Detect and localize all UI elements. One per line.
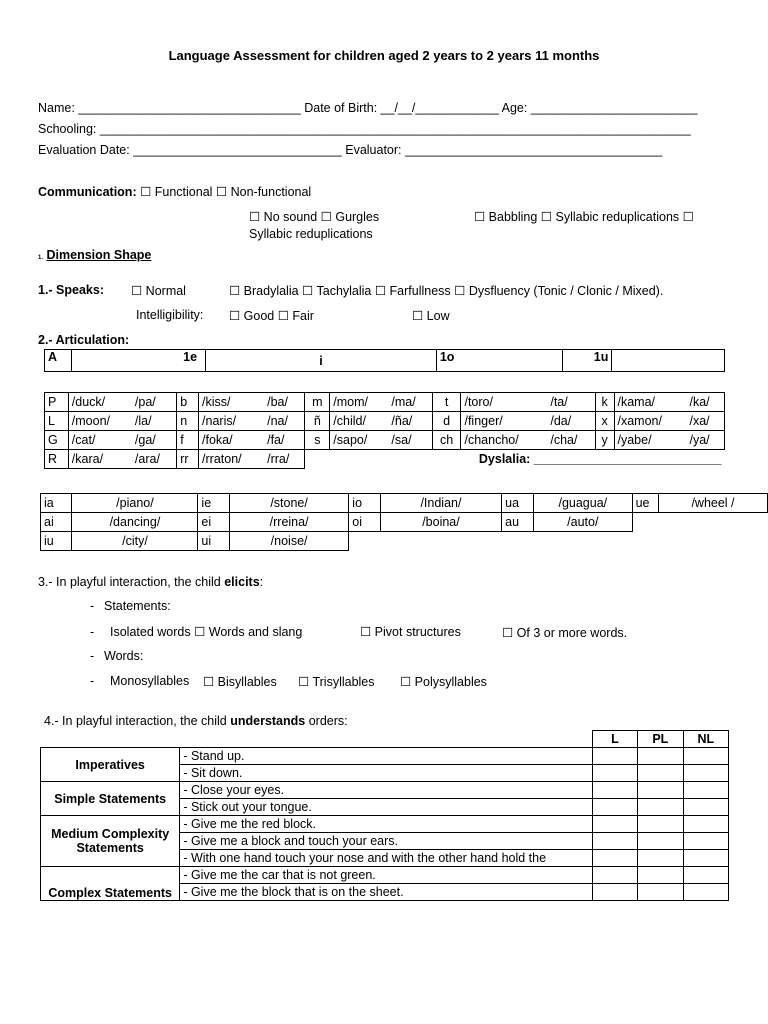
intelligibility-label: Intelligibility:: [136, 308, 204, 322]
elicits-heading: [38, 575, 263, 589]
statements-text: Statements:: [104, 599, 171, 613]
check-cell[interactable]: [638, 833, 683, 850]
vowel-o: 1o: [436, 350, 563, 372]
cell: s: [305, 431, 330, 450]
check-cell[interactable]: [592, 816, 637, 833]
cell: /la/: [132, 412, 177, 431]
intelligibility-low[interactable]: ☐ Low: [412, 309, 450, 323]
communication-sound-options[interactable]: ☐ No sound ☐ Gurgles: [249, 210, 380, 224]
understands-post: orders:: [305, 714, 348, 728]
vowel-a: A: [45, 350, 72, 372]
words-text: Words:: [104, 649, 144, 663]
words-options: [90, 674, 189, 688]
header-pl: PL: [638, 731, 683, 748]
cell: ui: [198, 532, 229, 551]
cell: /rraton/: [199, 450, 265, 469]
check-cell[interactable]: [592, 867, 637, 884]
understands-pre: 4.- In playful interaction, the child: [44, 714, 231, 728]
cell: t: [432, 393, 461, 412]
cell: x: [595, 412, 614, 431]
cell: y: [595, 431, 614, 450]
statements-label: [90, 599, 171, 613]
order-item: - With one hand touch your nose and with the other hand hold the: [180, 850, 592, 867]
order-item: - Give me the red block.: [180, 816, 592, 833]
intelligibility-options[interactable]: ☐ Good ☐ Fair: [229, 309, 314, 323]
cell: /cha/: [547, 431, 595, 450]
cell: /auto/: [534, 513, 633, 532]
order-item: - Sit down.: [180, 765, 592, 782]
cell: rr: [177, 450, 199, 469]
check-cell[interactable]: [683, 765, 728, 782]
vowel-e: 1e: [71, 350, 205, 372]
communication-row: [38, 184, 311, 199]
cell: io: [349, 494, 380, 513]
order-item: - Stick out your tongue.: [180, 799, 592, 816]
words-opt4[interactable]: ☐ Polysyllables: [400, 675, 487, 689]
empty-cell: [41, 731, 180, 748]
check-cell[interactable]: [638, 799, 683, 816]
cell: b: [177, 393, 199, 412]
cell: /chancho/: [461, 431, 547, 450]
diphthong-row: [41, 513, 768, 532]
order-row: [41, 782, 729, 799]
diphthong-table: [40, 493, 768, 551]
words-opt1[interactable]: Monosyllables: [110, 674, 190, 688]
cell: /guagua/: [534, 494, 633, 513]
consonant-table: [44, 392, 725, 469]
dimension-heading: [38, 248, 151, 262]
dash: -: [90, 649, 95, 663]
cell: ei: [198, 513, 229, 532]
cell: /boina/: [380, 513, 501, 532]
elicits-post: :: [259, 575, 264, 589]
check-cell[interactable]: [592, 884, 637, 901]
diphthong-row: [41, 494, 768, 513]
communication-label: Communication:: [38, 185, 137, 199]
cell: /moon/: [68, 412, 132, 431]
cell: /ba/: [264, 393, 305, 412]
cell: /ka/: [687, 393, 725, 412]
words-opt3[interactable]: ☐ Trisyllables: [298, 675, 375, 689]
cell: iu: [41, 532, 72, 551]
consonant-row: [45, 450, 725, 469]
vowel-blank: [612, 350, 725, 372]
check-cell[interactable]: [683, 799, 728, 816]
cell: /na/: [264, 412, 305, 431]
check-cell[interactable]: [683, 850, 728, 867]
order-row: [41, 816, 729, 833]
understands-bold: understands: [230, 714, 306, 728]
category-medium: Medium Complexity Statements: [41, 816, 180, 867]
order-item: - Give me a block and touch your ears.: [180, 833, 592, 850]
speaks-options[interactable]: ☐ Bradylalia ☐ Tachylalia ☐ Farfullness ☐ Dysfluency (Tonic / Clonic / Mixed).: [229, 284, 664, 298]
cell: ch: [432, 431, 461, 450]
check-cell[interactable]: [638, 782, 683, 799]
dimension-prefix: 1.: [38, 255, 44, 261]
cell: ie: [198, 494, 229, 513]
cell: /mom/: [330, 393, 389, 412]
check-cell[interactable]: [592, 782, 637, 799]
vowel-table: [44, 349, 725, 372]
order-row: [41, 867, 729, 884]
schooling-line[interactable]: Schooling: _____________________________________________________________________________________: [38, 122, 691, 136]
order-item: - Give me the block that is on the sheet.: [180, 884, 592, 901]
cell: /dancing/: [72, 513, 198, 532]
cell: /foka/: [199, 431, 265, 450]
cell: ñ: [305, 412, 330, 431]
consonant-row: [45, 431, 725, 450]
orders-header-row: [41, 731, 729, 748]
statements-opt1[interactable]: Isolated words ☐ Words and slang: [110, 625, 303, 639]
vowel-u: 1u: [563, 350, 612, 372]
order-row: [41, 748, 729, 765]
empty-cell: [349, 532, 768, 551]
check-cell[interactable]: [638, 884, 683, 901]
category-complex: Complex Statements: [41, 867, 180, 901]
check-cell[interactable]: [683, 867, 728, 884]
cell: P: [45, 393, 69, 412]
dyslalia-field[interactable]: Dyslalia: ___________________________: [305, 450, 725, 469]
cell: /pa/: [132, 393, 177, 412]
order-item: - Give me the car that is not green.: [180, 867, 592, 884]
cell: /yabe/: [614, 431, 687, 450]
speaks-label: 1.- Speaks:: [38, 283, 105, 297]
cell: /xamon/: [614, 412, 687, 431]
statements-opt3[interactable]: ☐ Of 3 or more words.: [502, 626, 628, 640]
cell: /cat/: [68, 431, 132, 450]
articulation-label: 2.- Articulation:: [38, 333, 130, 347]
cell: /duck/: [68, 393, 132, 412]
cell: /ga/: [132, 431, 177, 450]
communication-options[interactable]: ☐ Functional ☐ Non-functional: [140, 185, 312, 199]
check-cell[interactable]: [638, 748, 683, 765]
category-imperatives: Imperatives: [41, 748, 180, 782]
cell: d: [432, 412, 461, 431]
cell: /stone/: [229, 494, 348, 513]
cell: /rra/: [264, 450, 305, 469]
check-cell[interactable]: [638, 816, 683, 833]
cell: oi: [349, 513, 380, 532]
check-cell[interactable]: [683, 748, 728, 765]
cell: /child/: [330, 412, 389, 431]
check-cell[interactable]: [683, 782, 728, 799]
check-cell[interactable]: [592, 748, 637, 765]
cell: /toro/: [461, 393, 547, 412]
order-item: - Close your eyes.: [180, 782, 592, 799]
check-cell[interactable]: [592, 765, 637, 782]
cell: G: [45, 431, 69, 450]
cell: au: [502, 513, 534, 532]
cell: /kama/: [614, 393, 687, 412]
empty-cell: [180, 731, 592, 748]
category-simple: Simple Statements: [41, 782, 180, 816]
speaks-normal[interactable]: ☐ Normal: [131, 284, 186, 298]
consonant-row: [45, 393, 725, 412]
check-cell[interactable]: [638, 850, 683, 867]
cell: ua: [502, 494, 534, 513]
cell: n: [177, 412, 199, 431]
communication-reduplications: Syllabic reduplications: [249, 227, 373, 241]
orders-table: [40, 730, 729, 901]
cell: /piano/: [72, 494, 198, 513]
understands-heading: [44, 714, 348, 728]
cell: ia: [41, 494, 72, 513]
words-opt2[interactable]: ☐ Bisyllables: [203, 675, 277, 689]
header-nl: NL: [683, 731, 728, 748]
dash: -: [90, 625, 95, 639]
cell: R: [45, 450, 69, 469]
cell: /city/: [72, 532, 198, 551]
cell: /kara/: [68, 450, 132, 469]
check-cell[interactable]: [683, 884, 728, 901]
check-cell[interactable]: [683, 816, 728, 833]
cell: /rreina/: [229, 513, 348, 532]
check-cell[interactable]: [638, 765, 683, 782]
elicits-pre: 3.- In playful interaction, the child: [38, 575, 225, 589]
cell: /wheel /: [659, 494, 768, 513]
check-cell[interactable]: [638, 867, 683, 884]
cell: /da/: [547, 412, 595, 431]
cell: f: [177, 431, 199, 450]
cell: /ta/: [547, 393, 595, 412]
cell: ai: [41, 513, 72, 532]
dash: -: [90, 674, 95, 688]
statements-options: [90, 624, 302, 639]
check-cell[interactable]: [592, 850, 637, 867]
check-cell[interactable]: [592, 799, 637, 816]
diphthong-row: [41, 532, 768, 551]
cell: ue: [632, 494, 658, 513]
cell: k: [595, 393, 614, 412]
dimension-label: Dimension Shape: [46, 248, 152, 262]
cell: /ma/: [388, 393, 432, 412]
order-item: - Stand up.: [180, 748, 592, 765]
cell: /ña/: [388, 412, 432, 431]
cell: /finger/: [461, 412, 547, 431]
consonant-row: [45, 412, 725, 431]
cell: /ara/: [132, 450, 177, 469]
cell: m: [305, 393, 330, 412]
check-cell[interactable]: [592, 833, 637, 850]
vowel-i: i: [206, 350, 437, 372]
cell: /sapo/: [330, 431, 389, 450]
dash: -: [90, 599, 95, 613]
header-l: L: [592, 731, 637, 748]
cell: L: [45, 412, 69, 431]
cell: /noise/: [229, 532, 348, 551]
cell: /fa/: [264, 431, 305, 450]
cell: /sa/: [388, 431, 432, 450]
cell: /naris/: [199, 412, 265, 431]
communication-babbling-options[interactable]: ☐ Babbling ☐ Syllabic reduplications ☐: [474, 210, 694, 224]
empty-cell: [632, 513, 767, 532]
page-title: Language Assessment for children aged 2 years to 2 years 11 months: [168, 48, 600, 63]
statements-opt2[interactable]: ☐ Pivot structures: [360, 625, 461, 639]
evaluation-line[interactable]: Evaluation Date: ______________________________ Evaluator: _____________________________________: [38, 143, 663, 157]
cell: /kiss/: [199, 393, 265, 412]
elicits-bold: elicits: [224, 575, 260, 589]
cell: /xa/: [687, 412, 725, 431]
name-line[interactable]: Name: ________________________________ Date of Birth: __/__/____________ Age: ________________________: [38, 101, 698, 115]
cell: /ya/: [687, 431, 725, 450]
check-cell[interactable]: [683, 833, 728, 850]
cell: /Indian/: [380, 494, 501, 513]
words-label: [90, 649, 143, 663]
